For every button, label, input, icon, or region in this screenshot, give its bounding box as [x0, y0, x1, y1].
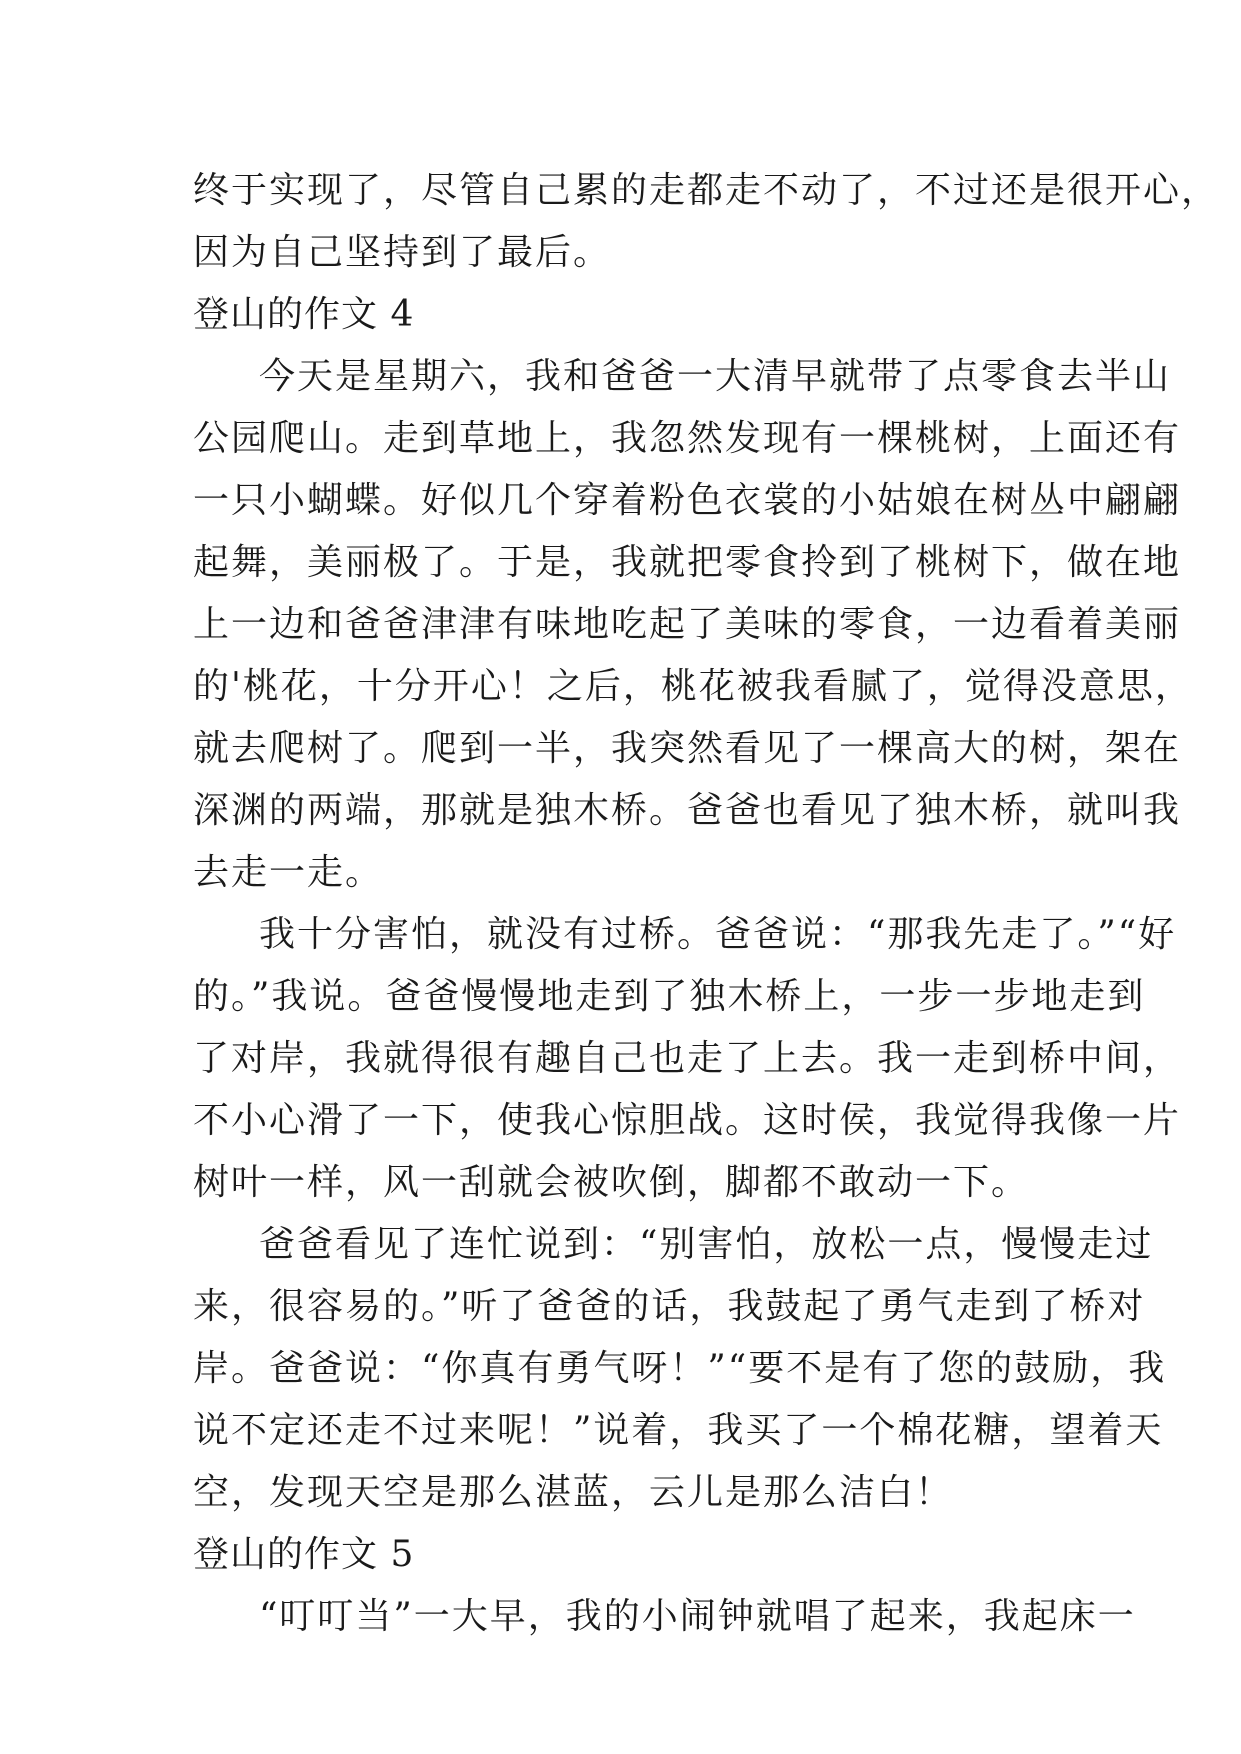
text-line: 来，很容易的。”听了爸爸的话，我鼓起了勇气走到了桥对: [193, 1286, 1146, 1327]
text-line: 因为自己坚持到了最后。: [193, 232, 612, 273]
text-line: 了对岸，我就得很有趣自己也走了上去。我一走到桥中间，: [193, 1038, 1182, 1079]
text-line: 岸。爸爸说：“你真有勇气呀！”“要不是有了您的鼓励，我: [193, 1348, 1167, 1389]
text-line: 今天是星期六，我和爸爸一大清早就带了点零食去半山: [259, 356, 1172, 397]
text-line: 就去爬树了。爬到一半，我突然看见了一棵高大的树，架在: [193, 728, 1182, 769]
text-line: 终于实现了，尽管自己累的走都走不动了，不过还是很开心，: [193, 170, 1220, 211]
section-heading: 登山的作文 4: [193, 294, 415, 335]
text-line: 说不定还走不过来呢！”说着，我买了一个棉花糖，望着天: [193, 1410, 1164, 1451]
document-body: [193, 160, 1220, 1648]
text-line: 不小心滑了一下，使我心惊胆战。这时侯，我觉得我像一片: [193, 1100, 1182, 1141]
text-line: 公园爬山。走到草地上，我忽然发现有一棵桃树，上面还有: [193, 418, 1182, 459]
text-line: 我十分害怕，就没有过桥。爸爸说：“那我先走了。”“好: [259, 914, 1177, 955]
text-line: 去走一走。: [193, 852, 384, 893]
text-line: 上一边和爸爸津津有味地吃起了美味的零食，一边看着美丽: [193, 604, 1182, 645]
text-line: 的。”我说。爸爸慢慢地走到了独木桥上，一步一步地走到: [193, 976, 1146, 1017]
text-line: 空，发现天空是那么湛蓝，云儿是那么洁白！: [193, 1472, 954, 1513]
text-line: 爸爸看见了连忙说到：“别害怕，放松一点，慢慢走过: [259, 1224, 1154, 1265]
text-line: “叮叮当”一大早，我的小闹钟就唱了起来，我起床一: [259, 1596, 1136, 1637]
text-line: 的'桃花，十分开心！之后，桃花被我看腻了，觉得没意思，: [193, 666, 1193, 707]
text-line: 树叶一样，风一刮就会被吹倒，脚都不敢动一下。: [193, 1162, 1030, 1203]
text-line: 深渊的两端，那就是独木桥。爸爸也看见了独木桥，就叫我: [193, 790, 1182, 831]
text-line: 起舞，美丽极了。于是，我就把零食拎到了桃树下，做在地: [193, 542, 1182, 583]
section-heading: 登山的作文 5: [193, 1534, 415, 1575]
text-line: 一只小蝴蝶。好似几个穿着粉色衣裳的小姑娘在树丛中翩翩: [193, 480, 1182, 521]
